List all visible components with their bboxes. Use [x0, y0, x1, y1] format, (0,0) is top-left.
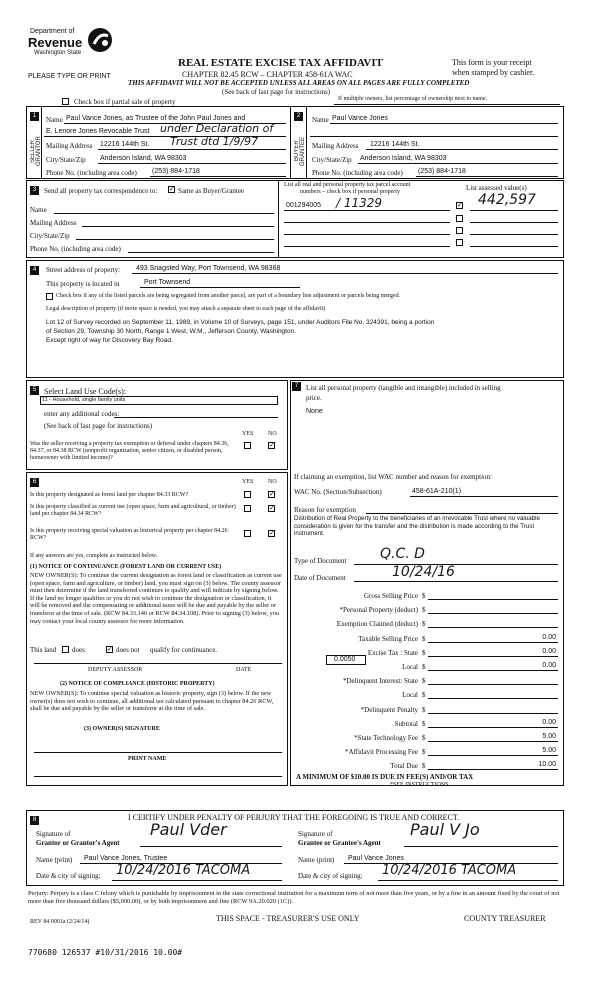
s4-segregated-label: Check box if any of the listed parcels are being segregated from another parcel, are part of a boundary line adjustment or parcels being merged.	[56, 293, 401, 299]
s1-phone-label: Phone No. (including area code)	[46, 169, 137, 177]
s8-grantor-sig-label-1: Signature of	[36, 830, 71, 838]
parcel-2-personal-checkbox[interactable]	[456, 215, 463, 222]
s8-grantee-sig-label-2: Grantee or Grantee's Agent	[298, 839, 381, 847]
parcel-3-personal-checkbox[interactable]	[456, 227, 463, 234]
section-6-frame	[26, 472, 288, 786]
s7-local-rate: 0.0050	[334, 656, 356, 663]
fee-row-currency: $	[422, 691, 426, 699]
fee-row-currency: $	[422, 649, 426, 657]
s3-phone-label: Phone No. (including area code)	[30, 245, 121, 253]
form-chapter: CHAPTER 82.45 RCW – CHAPTER 458-61A WAC	[182, 70, 353, 79]
s8-grantor-sig-label-2: Grantor or Grantor's Agent	[36, 839, 120, 847]
buyer-side-label: BUYER GRANTEE	[294, 136, 306, 166]
s4-street-label: Street address of property:	[46, 266, 121, 274]
fee-row-value[interactable]: 0.00	[542, 662, 556, 669]
partial-sale-label: Check box if partial sale of property	[74, 98, 176, 106]
dept-logo	[22, 26, 122, 66]
s6-notice1-title: (1) NOTICE OF CONTINUANCE (FOREST LAND OR CURRENT USE)	[30, 564, 222, 570]
s7-doc-date-hw: 10/24/16	[392, 564, 455, 580]
fee-row-label: Excise Tax : State	[367, 649, 418, 657]
s8-certify: I CERTIFY UNDER PENALTY OF PERJURY THAT THE FOREGOING IS TRUE AND CORRECT.	[128, 813, 460, 822]
s7-personal-value[interactable]: None	[306, 408, 323, 415]
s6-does-label: does	[72, 646, 85, 654]
fee-row-label: *Delinquent Interest: State	[342, 677, 418, 685]
county-treasurer: COUNTY TREASURER	[464, 914, 546, 923]
s5-yes-header: YES	[242, 431, 254, 437]
fee-row-value[interactable]: 0.00	[542, 648, 556, 655]
treasurer-space: THIS SPACE - TREASURER'S USE ONLY	[216, 914, 360, 923]
s6-does-not-label: does not	[116, 646, 140, 654]
s6-q1: Is this property designated as forest land per chapter 84.33 RCW?	[30, 492, 189, 498]
s7-personal-label-1: List all personal property (tangible and intangible) included in selling	[306, 384, 501, 392]
s7-wac-value[interactable]: 458-61A-210(1)	[412, 488, 462, 495]
fee-row-label: Taxable Selling Price	[358, 635, 418, 643]
fee-row-value[interactable]: 0.00	[542, 634, 556, 641]
s8-grantor-name-label: Name (print)	[36, 856, 73, 864]
s5-no-header: NO	[268, 431, 277, 437]
s6-date-label: DATE	[236, 667, 252, 673]
s6-qualify-label: qualify for continuance.	[150, 646, 218, 654]
s6-does-checkbox[interactable]	[62, 646, 69, 653]
s1-city-label: City/State/Zip	[46, 156, 86, 164]
fee-row-value[interactable]: 5.00	[542, 747, 556, 754]
s4-street-value[interactable]: 493 Snagsted Way, Port Townsend, WA 98368	[136, 265, 281, 272]
grantee-signature[interactable]: Paul V Jo	[410, 820, 480, 839]
s5-exemption-no[interactable]: ✓	[269, 441, 275, 449]
receipt-note-1: This form is your receipt	[452, 58, 532, 67]
see-back-header: (See back of last page for instructions)	[222, 88, 331, 96]
s5-land-use-value: 11 - Household, single family units	[42, 397, 126, 403]
same-as-buyer-checkbox[interactable]: ✓	[169, 185, 175, 193]
section-4-badge: 4	[30, 266, 39, 275]
s6-notice1-body: NEW OWNER(S): To continue the current designation as forest land or classification as current use (open space, farm and agriculture, or timber) land, you must sign on (3) below. The county assessor must then determine if the land transferred continues to qualify and will indicate by signing below. If the land no longer qualifies or you do not wish to continue the designation or classification, it will be removed and the compensating or additional taxes will be due and payable by the seller or transferor at the time of sale. (RCW 84.33.140 or RCW 84.34.108). Prior to signing (3) below, you may contact your local county assessor for more information.	[30, 572, 282, 625]
s4-legal-line-2[interactable]: of Section 29, Township 30 North, Range 1 West, W.M., Jefferson County, Washington.	[46, 328, 297, 335]
receipt-note-2: when stamped by cashier.	[452, 68, 535, 77]
parcel-4-personal-checkbox[interactable]	[456, 239, 463, 246]
s4-located-label: This property is located in	[46, 280, 120, 288]
fee-row-currency: $	[422, 762, 426, 770]
fee-row-label: Exemption Claimed (deduct)	[336, 620, 418, 628]
s2-mailing-label: Mailing Address	[312, 142, 359, 150]
s3-send-label: Send all property tax correspondence to:	[44, 187, 158, 195]
s8-grantee-date-hw[interactable]: 10/24/2016 TACOMA	[382, 863, 517, 878]
s7-see-instructions: *SEE INSTRUCTIONS	[390, 782, 449, 788]
s4-legal-line-1[interactable]: Lot 12 of Survey recorded on September 11, 1989, in Volume 10 of Surveys, page 151, under Auditors File No. 324391, being a portion	[46, 319, 435, 326]
s5-exemption-yes[interactable]	[244, 442, 251, 449]
dept-line1: Department of	[30, 28, 75, 35]
fee-row-label: Gross Selling Price	[363, 592, 418, 600]
grantor-signature[interactable]: Paul Vder	[150, 820, 227, 839]
fee-row-currency: $	[422, 734, 426, 742]
s6-no-header: NO	[268, 479, 277, 485]
cashier-stamp: 770680 126537 #10/31/2016 10.00#	[28, 948, 183, 957]
section-2-badge: 2	[294, 112, 303, 121]
s2-city-value[interactable]: Anderson Island, WA 98303	[360, 155, 447, 162]
section-5-badge: 5	[30, 386, 39, 395]
s7-doc-type-label: Type of Document	[294, 557, 347, 565]
s4-legal-line-3[interactable]: Except right of way for Discovery Bay Road.	[46, 337, 173, 344]
fee-row-value[interactable]: 0.00	[542, 719, 556, 726]
s7-exemption-label: If claiming an exemption, list WAC number and reason for exemption:	[294, 473, 492, 481]
s3-parcel-value[interactable]: 001294005	[286, 202, 322, 209]
s7-doc-type-hw: Q.C. D	[380, 546, 425, 562]
form-title: REAL ESTATE EXCISE TAX AFFIDAVIT	[178, 57, 383, 69]
parcel-1-personal-checkbox[interactable]: ✓	[457, 201, 463, 209]
s1-name-label: Name	[46, 116, 63, 124]
fee-row-label: *State Technology Fee	[354, 734, 418, 742]
s7-wac-label: WAC No. (Section/Subsection)	[294, 488, 382, 496]
s7-reason-label: Reason for exemption	[294, 506, 356, 514]
section-8-badge: 8	[30, 816, 39, 825]
section-3-badge: 3	[30, 186, 39, 195]
s8-perjury: Perjury: Perjury is a class C felony which is punishable by imprisonment in the state correctional institution for a maximum term of not more than five years, or by a fine in an amount fixed by the court of not more than five thousand dollars ($5,000.00), or by both imprisonment and fine (RCW 9A.20.020 (1C)).	[28, 890, 560, 905]
s6-this-land: This land	[30, 646, 57, 654]
s4-located-value[interactable]: Port Townsend	[144, 279, 191, 286]
s5-additional-label: enter any additional codes:	[44, 410, 120, 418]
form-warning: THIS AFFIDAVIT WILL NOT BE ACCEPTED UNLESS ALL AREAS ON ALL PAGES ARE FULLY COMPLETED	[128, 79, 470, 87]
fee-row-currency: $	[422, 606, 426, 614]
s3-name-label: Name	[30, 206, 47, 214]
s6-q1-no[interactable]: ✓	[269, 490, 275, 498]
s2-name-label: Name	[312, 116, 329, 124]
s7-personal-label-2: price.	[306, 394, 322, 402]
section-1-badge: 1	[30, 112, 39, 121]
s6-owner-sig: (3) OWNER(S) SIGNATURE	[84, 726, 160, 732]
form-number: REV 84 0001a (2/24/14)	[30, 919, 90, 925]
s1-city-value[interactable]: Anderson Island, WA 98303	[100, 155, 187, 162]
partial-sale-checkbox[interactable]	[62, 98, 69, 105]
fee-row-value[interactable]: 10.00	[538, 761, 556, 768]
s1-handwritten-2: Trust dtd 1/9/97	[170, 135, 259, 148]
s8-grantor-date-hw[interactable]: 10/24/2016 TACOMA	[116, 863, 251, 878]
s6-does-not-checkbox[interactable]: ✓	[107, 645, 113, 653]
fee-row-currency: $	[422, 677, 426, 685]
fee-row-label: *Affidavit Processing Fee	[345, 748, 418, 756]
s3-parcel-hw: / 11329	[336, 196, 383, 210]
fee-row-label: *Personal Property (deduct)	[339, 606, 418, 614]
s6-q2-no[interactable]: ✓	[269, 504, 275, 512]
fee-row-currency: $	[422, 592, 426, 600]
revenue-logo-icon	[86, 26, 114, 54]
s7-reason-value[interactable]: Distribution of Real Property to the beneficiaries of an irrevocable Trust where no valuable consideration is given for the transfer and the distribution is made according to the Trust instrument.	[294, 515, 540, 538]
s8-grantee-date-label: Date & city of signing:	[298, 872, 363, 880]
s6-q3: Is this property receiving special valuation as historical property per chapter 84.26 RCW?	[30, 528, 228, 541]
s8-grantee-name[interactable]: Paul Vance Jones	[348, 855, 404, 862]
s6-q2: Is this property classified as current use (open space, farm and agricultural, or timber) land per chapter 84.34 RCW?	[30, 504, 236, 517]
s1-handwritten-1: under Declaration of	[160, 122, 274, 135]
s4-legal-label: Legal description of property (if more space is needed, you may attach a separate sheet to each page of the affidavit)	[46, 306, 326, 312]
fee-row-currency: $	[422, 663, 426, 671]
s2-name-value[interactable]: Paul Vance Jones	[332, 115, 388, 122]
s1-mailing-label: Mailing Address	[46, 142, 93, 150]
s2-city-label: City/State/Zip	[312, 156, 352, 164]
s5-land-use-label: Select Land Use Code(s):	[44, 387, 126, 396]
fee-row-label: Total Due	[390, 762, 418, 770]
fee-row-label: Local	[402, 691, 418, 699]
s6-notice2-body: NEW OWNER(S): To continue special valuation as historic property, sign (3) below. If the new owner(s) does not wish to continue, all additional tax calculated pursuant to chapter 84.26 RCW, shall be due and payable by the seller or transferor at the time of sale.	[30, 690, 274, 713]
fee-row-label: *Delinquent Penalty	[360, 706, 418, 714]
s3-parcel-header-2: numbers – check box if personal property	[300, 189, 400, 195]
s6-if-yes: If any answers are yes, complete as instructed below.	[30, 553, 158, 559]
s5-see-back: (See back of last page for instructions)	[44, 422, 153, 430]
fee-row-currency: $	[422, 620, 426, 628]
s1-phone-value[interactable]: (253) 884-1718	[152, 168, 200, 175]
s6-q3-no[interactable]: ✓	[269, 529, 275, 537]
s6-deputy-label: DEPUTY ASSESSOR	[88, 667, 143, 673]
s7-doc-date-label: Date of Document	[294, 574, 346, 582]
s3-mailing-label: Mailing Address	[30, 219, 77, 227]
s3-city-label: City/State/Zip	[30, 232, 70, 240]
fee-row-currency: $	[422, 748, 426, 756]
s1-mailing-value[interactable]: 12216 144th St.	[100, 141, 150, 148]
s3-same-as-label: Same as Buyer/Grantee	[178, 187, 245, 195]
s6-print-name: PRINT NAME	[128, 756, 167, 762]
fee-row-currency: $	[422, 720, 426, 728]
fee-row-label: Local	[402, 663, 418, 671]
seller-side-label: SELLER GRANTOR	[30, 136, 42, 166]
s6-yes-header: YES	[242, 479, 254, 485]
s1-name-value-2[interactable]: E. Lenore Jones Revocable Trust	[46, 128, 150, 135]
s2-phone-value[interactable]: (253) 884-1718	[418, 168, 466, 175]
fee-row-value[interactable]: 5.00	[542, 733, 556, 740]
section-7-badge: 7	[292, 382, 301, 391]
s3-parcel-header-1: List all real and personal property tax parcel account	[284, 182, 411, 188]
s2-mailing-value[interactable]: 12216 144th St.	[370, 141, 420, 148]
fee-row-label: Subtotal	[394, 720, 418, 728]
fee-row-currency: $	[422, 706, 426, 714]
s2-phone-label: Phone No. (including area code)	[312, 169, 403, 177]
segregated-checkbox[interactable]	[46, 293, 53, 300]
s3-assessed-header: List assessed value(s)	[466, 184, 527, 192]
s6-q1-yes[interactable]	[244, 491, 251, 498]
s8-grantor-date-label: Date & city of signing:	[36, 872, 101, 880]
please-type: PLEASE TYPE OR PRINT	[28, 73, 111, 80]
s8-grantee-sig-label-1: Signature of	[298, 830, 333, 838]
dept-line3: Washington State	[34, 50, 82, 56]
fee-row-currency: $	[422, 635, 426, 643]
s8-grantor-name[interactable]: Paul Vance Jones, Trustee	[84, 855, 168, 862]
s6-q3-yes[interactable]	[244, 530, 251, 537]
multiple-owners-note: If multiple owners, list percentage of ownership next to name.	[338, 96, 488, 102]
section-6-badge: 6	[30, 478, 39, 487]
s7-minimum-note: A MINIMUM OF $10.00 IS DUE IN FEE(S) AND/OR TAX	[296, 773, 474, 781]
s3-assessed-hw: 442,597	[478, 192, 536, 208]
s6-q2-yes[interactable]	[244, 505, 251, 512]
s1-name-value[interactable]: Paul Vance Jones, as Trustee of the John Paul Jones and	[66, 115, 246, 122]
s5-exemption-question: Was the seller receiving a property tax exemption or deferral under chapters 84.36, 84.37, or 84.38 RCW (nonprofit organization, senior citizen, or disabled person, homeowner with limited income)?	[30, 441, 229, 461]
s8-grantee-name-label: Name (print)	[298, 856, 335, 864]
s6-notice2-title: (2) NOTICE OF COMPLIANCE (HISTORIC PROPERTY)	[60, 681, 215, 687]
dept-line2: Revenue	[28, 35, 83, 50]
